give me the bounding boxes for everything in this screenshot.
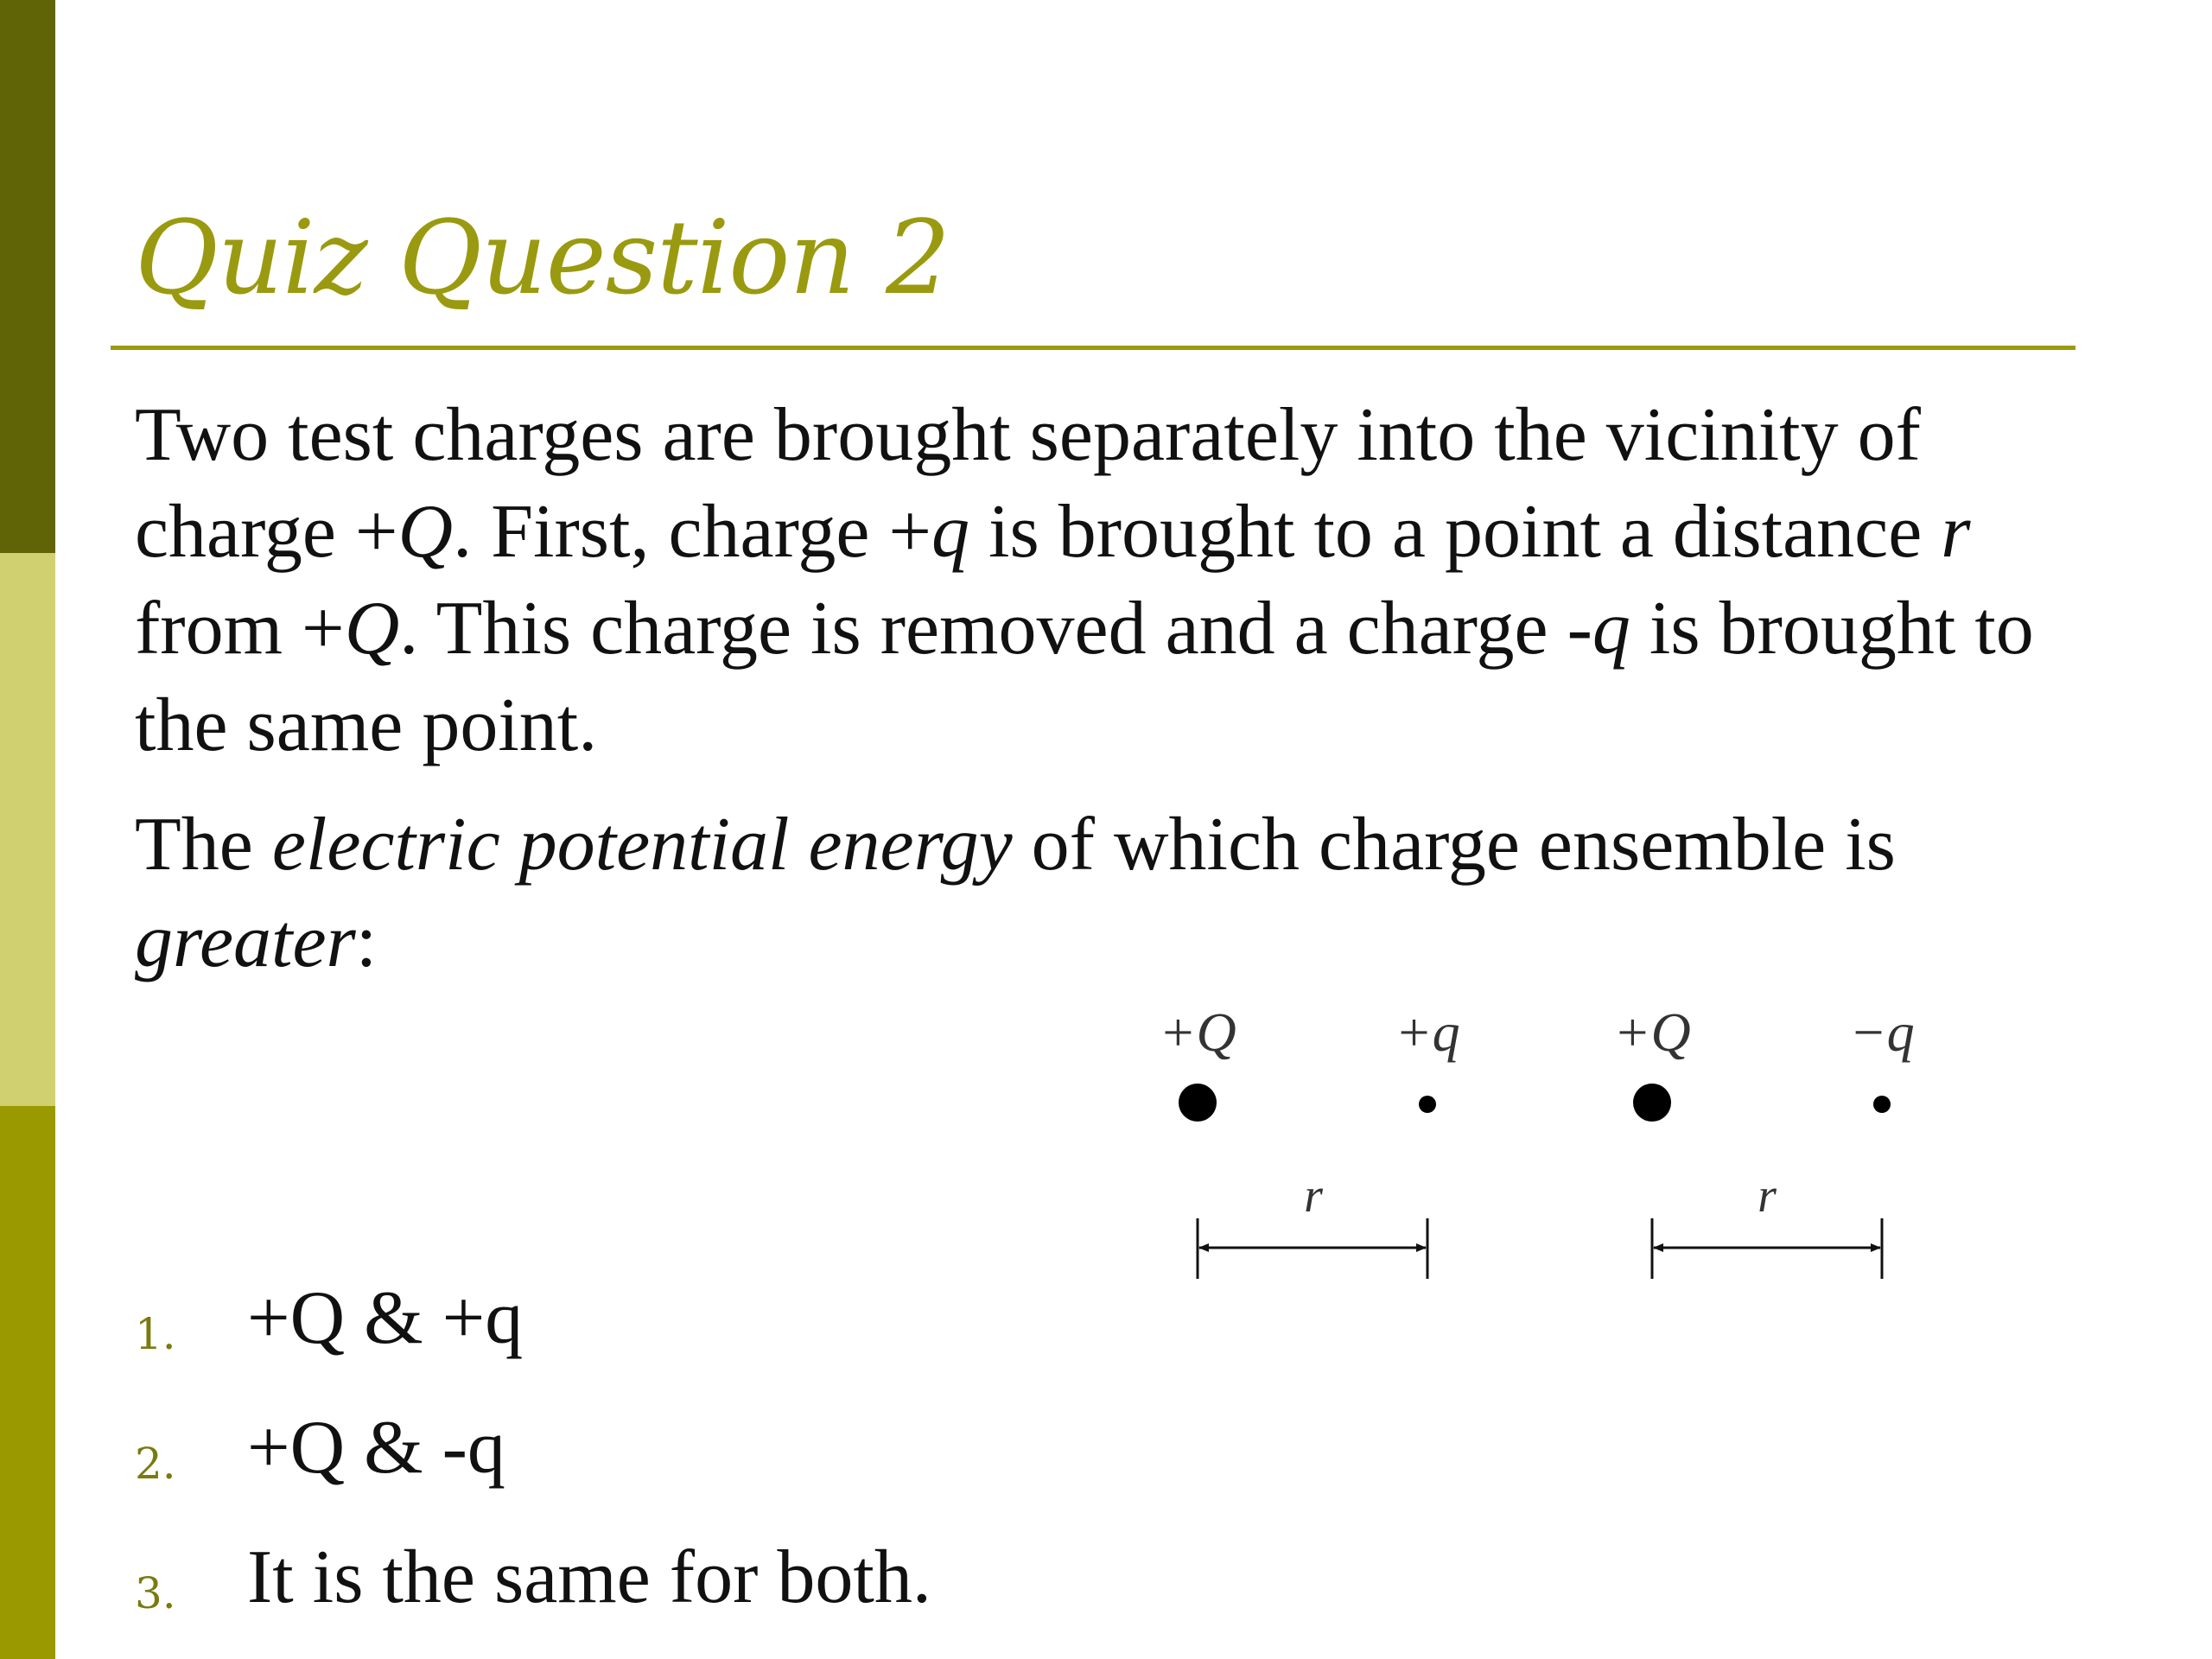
q2-emphasis-1: electric potential energy	[271, 803, 1013, 887]
q1-text-4: from +	[135, 587, 345, 671]
choice-text: It is the same for both.	[247, 1535, 931, 1619]
q1-var-Q2: Q	[344, 587, 400, 671]
q1-text-2: . First, charge +	[453, 490, 932, 574]
q1-text-6: is brought to the same point.	[135, 587, 2034, 767]
title-divider	[111, 346, 2075, 350]
pair1-small-charge-dot	[1419, 1096, 1436, 1113]
choice-number: 2.	[135, 1439, 176, 1489]
charge-pair-1	[1159, 1001, 1459, 1279]
question-paragraph-1	[135, 387, 2122, 774]
choice-number: 1.	[135, 1309, 176, 1359]
pair2-small-charge-label: −q	[1849, 1001, 1915, 1063]
choice-text: +Q & +q	[247, 1276, 524, 1360]
pair2-big-charge-dot	[1633, 1084, 1671, 1122]
pair2-big-charge-label: +Q	[1613, 1001, 1691, 1063]
sidebar-top-band	[0, 0, 55, 553]
choice-number: 3.	[135, 1568, 176, 1618]
pair1-big-charge-dot	[1179, 1084, 1217, 1122]
pair1-distance-label: r	[1304, 1169, 1323, 1223]
sidebar-middle-band	[0, 553, 55, 1106]
q1-var-q2: q	[1592, 587, 1630, 671]
q1-text-5: . This charge is removed and a charge -	[399, 587, 1592, 671]
pair2-small-charge-dot	[1873, 1096, 1891, 1113]
q1-var-q1: q	[931, 490, 970, 574]
q2-text-1: The	[135, 803, 272, 887]
slide-title: Quiz Question 2	[135, 198, 950, 317]
choice-text: +Q & -q	[247, 1406, 505, 1490]
q1-text-1: Two test charges are brought separately into the vicinity of charge +	[135, 393, 1921, 574]
sidebar-bottom-band	[0, 1106, 55, 1659]
charge-diagram	[1123, 985, 1987, 1296]
q1-text-3: is brought to a point a distance	[969, 490, 1942, 574]
charge-pair-2	[1613, 1001, 1914, 1279]
q1-var-r: r	[1941, 490, 1971, 574]
pair2-distance-label: r	[1758, 1169, 1777, 1223]
q2-text-3: :	[355, 899, 378, 983]
question-paragraph-2	[135, 797, 2122, 990]
q2-text-2: of which charge ensemble is	[1012, 803, 1896, 887]
pair1-big-charge-label: +Q	[1159, 1001, 1236, 1063]
pair1-small-charge-label: +q	[1395, 1001, 1460, 1063]
q1-var-Q1: Q	[397, 490, 454, 574]
q2-emphasis-2: greater	[135, 899, 356, 983]
